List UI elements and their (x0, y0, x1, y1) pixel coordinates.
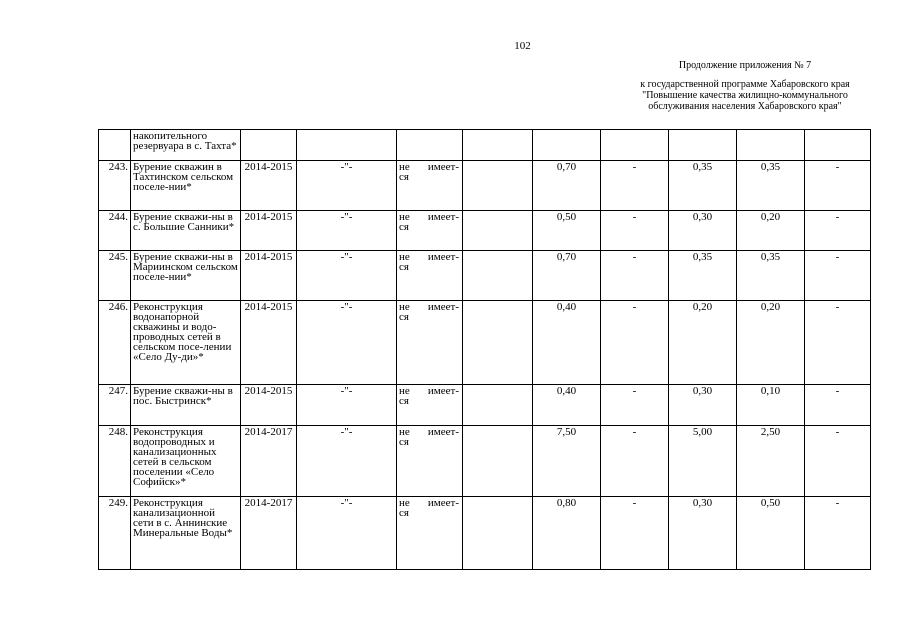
funding-word-1: не (399, 426, 410, 438)
funding-word-1: не (399, 497, 410, 509)
amount-year-4: - (805, 497, 871, 570)
funding-word-3: ся (399, 395, 409, 407)
amount-year-3: 2,50 (737, 426, 805, 497)
row-number: 243. (99, 161, 131, 211)
project-name: Бурение скважи-ны в Мариинском сельском поселе-нии* (131, 251, 241, 301)
funding-word-2: имеет- (427, 301, 459, 313)
amount-year-3: 0,20 (737, 211, 805, 251)
continuation-note: Продолжение приложения № 7 (678, 60, 812, 71)
years-cell (241, 130, 297, 161)
amount-year-3: 0,50 (737, 497, 805, 570)
total-amount: 0,80 (533, 497, 601, 570)
funding-word-3: ся (399, 507, 409, 519)
project-name: Реконструкция водопроводных и канализационных сетей в сельском поселении «Село Софийск»* (131, 426, 241, 497)
funding-source (397, 301, 463, 385)
amount-year-2: 0,20 (669, 301, 737, 385)
amount-year-1: - (601, 251, 669, 301)
amount-year-2: 0,30 (669, 497, 737, 570)
table-row (99, 301, 871, 385)
projects-table (98, 129, 871, 570)
table-row (99, 497, 871, 570)
years: 2014-2017 (241, 426, 297, 497)
amount-year-3: 0,35 (737, 251, 805, 301)
blank-cell (463, 301, 533, 385)
executor: -"- (297, 497, 397, 570)
executor-cell (297, 130, 397, 161)
year-cell (737, 130, 805, 161)
funding-word-2: имеет- (427, 161, 459, 173)
years: 2014-2015 (241, 385, 297, 426)
total-amount: 0,40 (533, 385, 601, 426)
project-name: Бурение скважи-ны в пос. Быстринск* (131, 385, 241, 426)
table-row (99, 161, 871, 211)
table-row (99, 251, 871, 301)
executor: -"- (297, 426, 397, 497)
row-number: 245. (99, 251, 131, 301)
blank-cell (463, 497, 533, 570)
total-amount: 0,70 (533, 251, 601, 301)
total-amount: 0,50 (533, 211, 601, 251)
total-amount: 0,40 (533, 301, 601, 385)
total-amount: 0,70 (533, 161, 601, 211)
row-number: 247. (99, 385, 131, 426)
funding-word-2: имеет- (427, 426, 459, 438)
row-number: 249. (99, 497, 131, 570)
amount-year-1: - (601, 301, 669, 385)
funding-source (397, 161, 463, 211)
amount-year-1: - (601, 161, 669, 211)
funding-word-3: ся (399, 261, 409, 273)
funding-word-2: имеет- (427, 211, 459, 223)
funding-word-1: не (399, 211, 410, 223)
funding-word-3: ся (399, 221, 409, 233)
year-cell (601, 130, 669, 161)
funding-word-3: ся (399, 436, 409, 448)
row-number-cell (99, 130, 131, 161)
funding-word-2: имеет- (427, 385, 459, 397)
amount-year-1: - (601, 385, 669, 426)
year-cell (805, 130, 871, 161)
executor: -"- (297, 385, 397, 426)
executor: -"- (297, 251, 397, 301)
funding-source (397, 497, 463, 570)
years: 2014-2015 (241, 251, 297, 301)
amount-year-4: - (805, 385, 871, 426)
amount-year-2: 0,35 (669, 161, 737, 211)
years: 2014-2017 (241, 497, 297, 570)
amount-year-4: - (805, 211, 871, 251)
total-amount: 7,50 (533, 426, 601, 497)
row-number: 244. (99, 211, 131, 251)
executor: -"- (297, 161, 397, 211)
amount-year-1: - (601, 211, 669, 251)
amount-year-2: 5,00 (669, 426, 737, 497)
program-line-3: обслуживания населения Хабаровского края" (648, 101, 842, 112)
amount-year-2: 0,35 (669, 251, 737, 301)
amount-year-2: 0,30 (669, 385, 737, 426)
executor: -"- (297, 211, 397, 251)
amount-year-3: 0,35 (737, 161, 805, 211)
appendix-header (600, 60, 890, 112)
funding-word-3: ся (399, 171, 409, 183)
amount-year-3: 0,10 (737, 385, 805, 426)
funding-word-1: не (399, 161, 410, 173)
funding-word-3: ся (399, 311, 409, 323)
project-name: Реконструкция канализационной сети в с. Аннинские Минеральные Воды* (131, 497, 241, 570)
project-name: Реконструкция водонапорной скважины и водо-проводных сетей в сельском посе-лении «Село Ду-ди»* (131, 301, 241, 385)
blank-cell (463, 251, 533, 301)
project-name: Бурение скважин в Тахтинском сельском поселе-нии* (131, 161, 241, 211)
funding-word-2: имеет- (427, 497, 459, 509)
years: 2014-2015 (241, 161, 297, 211)
blank-cell (463, 161, 533, 211)
blank-cell (463, 211, 533, 251)
page-number: 102 (514, 40, 531, 52)
funding-word-2: имеет- (427, 251, 459, 263)
row-number: 246. (99, 301, 131, 385)
funding-source (397, 426, 463, 497)
year-cell (669, 130, 737, 161)
amount-year-4: - (805, 301, 871, 385)
project-name: Бурение скважи-ны в с. Большие Санники* (131, 211, 241, 251)
program-line-2: "Повышение качества жилищно-коммунального (642, 90, 848, 101)
amount-year-2: 0,30 (669, 211, 737, 251)
table-row (99, 211, 871, 251)
years: 2014-2015 (241, 211, 297, 251)
blank-cell (463, 426, 533, 497)
amount-year-4: - (805, 426, 871, 497)
funding-word-1: не (399, 251, 410, 263)
funding-source (397, 251, 463, 301)
table-row-continued (99, 130, 871, 161)
amount-year-1: - (601, 426, 669, 497)
amount-year-4: - (805, 251, 871, 301)
funding-word-1: не (399, 301, 410, 313)
funding-word-1: не (399, 385, 410, 397)
executor: -"- (297, 301, 397, 385)
amount-year-1: - (601, 497, 669, 570)
blank-cell (463, 385, 533, 426)
funding-source (397, 385, 463, 426)
total-cell (533, 130, 601, 161)
funding-source (397, 211, 463, 251)
blank-cell (463, 130, 533, 161)
table-row (99, 426, 871, 497)
years: 2014-2015 (241, 301, 297, 385)
row-number: 248. (99, 426, 131, 497)
project-name-cell: накопительного резервуара в с. Тахта* (131, 130, 241, 161)
amount-year-3: 0,20 (737, 301, 805, 385)
amount-year-4: - (805, 161, 871, 211)
funding-cell (397, 130, 463, 161)
table-row (99, 385, 871, 426)
program-line-1: к государственной программе Хабаровского края (640, 79, 850, 90)
